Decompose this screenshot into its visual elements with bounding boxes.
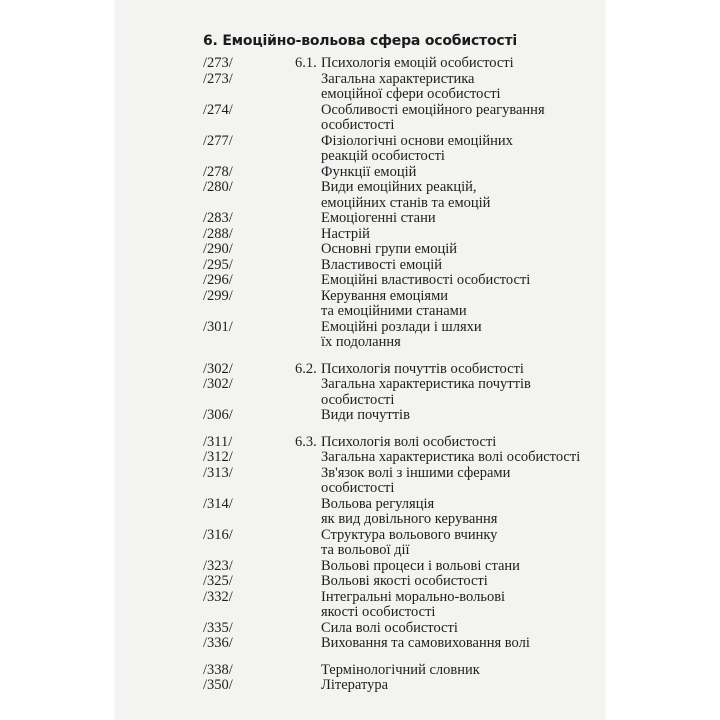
toc-entry-title [321,377,581,408]
toc-page-ref: /277/ [203,132,233,149]
toc-page-ref: /273/ [203,55,233,71]
toc-entry-line: емоційних станів та емоцій [321,194,491,211]
toc-entry [115,621,605,637]
toc-entry-title [321,72,581,103]
toc-entry-line: Види емоційних реакцій, [321,179,477,195]
toc-section-number: 6.1. [295,55,317,71]
toc-entry-line: Види почуттів [321,407,410,423]
toc-entry-line: Література [321,677,389,693]
toc-section-number: 6.2. [295,360,317,377]
toc-entry [115,528,605,559]
toc-entry [115,165,605,181]
toc-entry [115,180,605,211]
toc-page-ref: /332/ [203,588,233,605]
toc-entry [115,663,605,679]
toc-entry-title [321,559,581,575]
toc-entry-title [321,408,581,424]
toc-entry [115,134,605,165]
toc-entry [115,289,605,320]
toc-entry [115,450,605,466]
toc-entry-line: Загальна характеристика почуттів [321,376,531,392]
toc-entry [115,258,605,274]
toc-page-ref: /314/ [203,495,233,512]
toc-entry-title [321,528,581,559]
toc-entry-line: як вид довільного керування [321,511,498,527]
toc-page-ref: /301/ [203,318,233,335]
toc-entry [115,574,605,590]
toc-page-ref: /335/ [203,619,233,636]
toc-entry-line: Зв'язок волі з іншими сферами [321,464,511,481]
toc-entry-line: якості особистості [321,604,436,620]
toc-entry-line: Настрій [321,225,370,242]
toc-entry-title [321,289,581,320]
toc-entry-title [321,636,581,652]
toc-entry [115,273,605,289]
toc-entry-title [321,678,581,694]
toc-page-ref: /290/ [203,241,233,257]
toc-section-number: 6.3. [295,433,317,450]
chapter-title: 6. Емоційно-вольова сфера особистості [202,33,518,49]
toc-entry-title [321,663,581,679]
toc-entry [115,320,605,351]
toc-entry-line: Вольова регуляція [321,495,435,512]
toc-entry-line: Психологія емоцій особистості [321,55,514,71]
toc-entry-line: Вольові якості особистості [321,573,488,589]
toc-entry [115,408,605,424]
toc-entry [115,242,605,258]
toc-entry [115,377,605,408]
toc-entry-line: Керування емоціями [321,287,449,304]
toc-entry-line: Вольові процеси і вольові стани [321,557,520,574]
toc-entry-title [321,211,581,227]
toc-page-ref: /316/ [203,526,233,543]
toc-entry-title [321,134,581,165]
toc-entry-title [321,227,581,243]
toc-entry-title [321,590,581,621]
toc-entry-line: особистості [321,117,395,133]
toc-entry-title [321,497,581,528]
toc-page-ref: /296/ [203,272,233,288]
toc-entry-title [321,273,581,289]
toc-entry-line: їх подолання [321,334,401,350]
toc-page-ref: /273/ [203,70,233,87]
toc-entry-line: Психологія волі особистості [321,433,497,450]
toc-entry-line: Емоціогенні стани [321,210,436,226]
toc-entry [115,466,605,497]
toc-entry-line: емоційної сфери особистості [321,86,501,102]
toc-page-ref: /325/ [203,573,233,589]
toc-entry [115,211,605,227]
toc-entry [115,559,605,575]
toc-page-ref: /311/ [203,433,233,450]
toc-entry-line: Фізіологічні основи емоційних [321,132,513,149]
toc-page-ref: /299/ [203,287,233,304]
toc-entry-line: Загальна характеристика [321,70,475,87]
toc-entry-line: Психологія почуттів особистості [321,360,524,377]
toc-entry [115,72,605,103]
toc-entry-line: Інтегральні морально-вольові [321,588,506,605]
toc-page-ref: /338/ [203,661,233,678]
toc-page-ref: /312/ [203,449,233,465]
toc-entry-title [321,466,581,497]
toc-entry [115,56,605,72]
toc-entry-line: Емоційні розлади і шляхи [321,318,482,335]
toc-entry-title [321,362,581,378]
toc-entry-title [321,435,581,451]
toc-entry-title [321,574,581,590]
toc-page-ref: /313/ [203,464,233,481]
toc-entry [115,678,605,694]
toc-entry-line: Загальна характеристика волі особистості [321,449,581,465]
toc-page-ref: /280/ [203,179,233,195]
toc-entry [115,103,605,134]
toc-entry-title [321,450,581,466]
toc-entry-line: Емоційні властивості особистості [321,272,531,288]
toc-entry-title [321,103,581,134]
toc-entry [115,362,605,378]
toc-entry [115,227,605,243]
toc-entry [115,590,605,621]
toc-entry-title [321,165,581,181]
toc-entry-line: Властивості емоцій [321,256,443,273]
toc-entry-line: Виховання та самовиховання волі [321,635,530,651]
toc-entry-title [321,258,581,274]
book-page [115,0,605,720]
toc-entry-line: Функції емоцій [321,163,417,180]
toc-entry-line: Сила волі особистості [321,619,458,636]
toc-entry-title [321,180,581,211]
toc-entry-line: Термінологічний словник [321,661,480,678]
toc-page-ref: /283/ [203,210,233,226]
toc-page-ref: /302/ [203,360,233,377]
toc-entry-line: Особливості емоційного реагування [321,101,545,118]
toc-entry [115,435,605,451]
toc-entry [115,636,605,652]
toc-entry-line: Структура вольового вчинку [321,526,498,543]
toc-entry-title [321,242,581,258]
toc-page-ref: /295/ [203,256,233,273]
toc-entry-title [321,56,581,72]
toc-entry-title [321,320,581,351]
toc-entry-line: та вольової дії [321,542,410,558]
toc-entry-line: особистості [321,391,395,408]
table-of-contents [115,56,605,694]
toc-entry [115,497,605,528]
toc-page-ref: /302/ [203,376,233,392]
toc-entry-title [321,621,581,637]
toc-page-ref: /278/ [203,163,233,180]
toc-page-ref: /336/ [203,635,233,651]
toc-page-ref: /274/ [203,101,233,118]
toc-page-ref: /350/ [203,677,233,693]
toc-page-ref: /323/ [203,557,233,574]
toc-entry-line: Основні групи емоцій [321,241,457,257]
toc-page-ref: /306/ [203,407,233,423]
toc-entry-line: та емоційними станами [321,303,467,319]
toc-entry-line: реакцій особистості [321,148,445,164]
toc-entry-line: особистості [321,480,395,496]
toc-page-ref: /288/ [203,225,233,242]
